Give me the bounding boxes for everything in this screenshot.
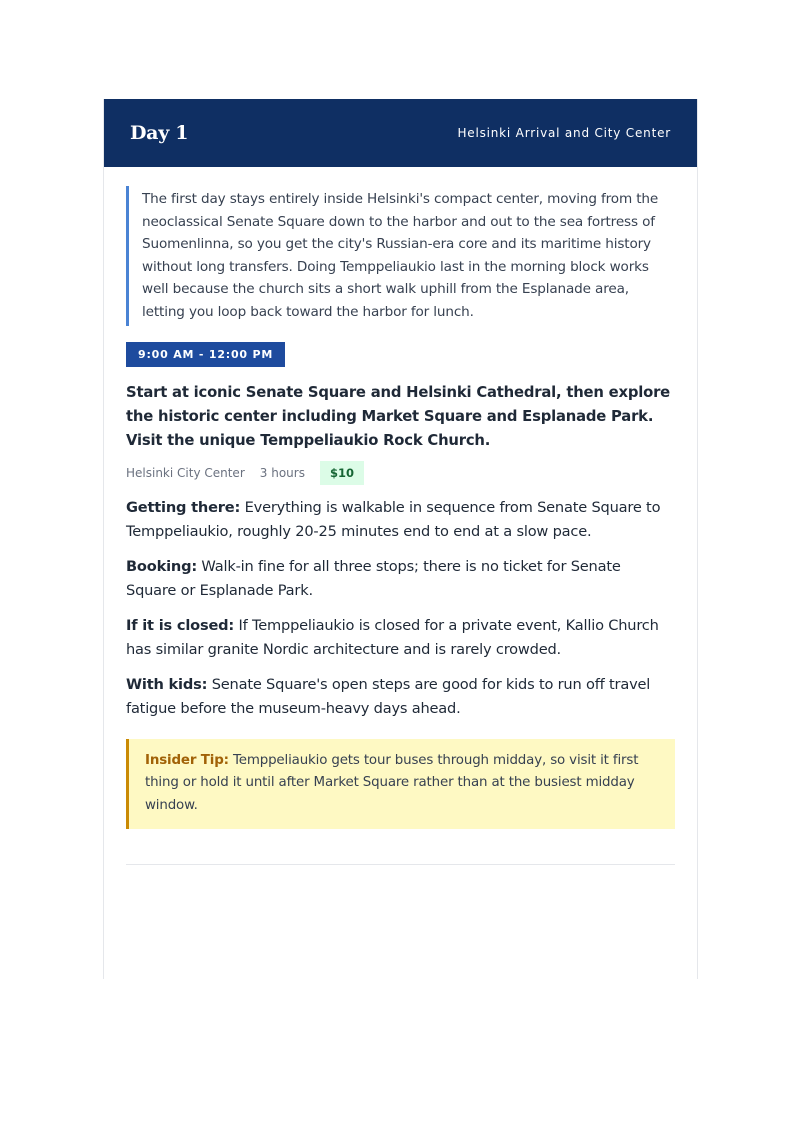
kids-text: Senate Square's open steps are good for kids to run off travel fatigue before the museum-heavy days ahead. [126,675,651,717]
closed-label: If it is closed: [126,616,235,634]
getting-there-label: Getting there: [126,498,241,516]
activity-title: Start at iconic Senate Square and Helsinki Cathedral, then explore the historic center including Market Square and Esplanade Park. Visit the unique Temppeliaukio Rock Church. [126,383,671,449]
day-subtitle: Helsinki Arrival and City Center [457,126,671,140]
price-badge: $10 [320,461,364,485]
day-header [104,99,697,167]
closed-text: If Temppeliaukio is closed for a private event, Kallio Church has similar granite Nordic architecture and is rarely crowded. [126,616,659,658]
day-intro: The first day stays entirely inside Helsinki's compact center, moving from the neoclassical Senate Square down to the harbor and out to the sea fortress of Suomenlinna, so you get the city's Russian-era core and its maritime history without long transfers. Doing Temppeliaukio last in the morning block works well because the church sits a short walk uphill from the Esplanade area, letting you loop back toward the harbor for lunch. [126,186,675,326]
activity-location: Helsinki City Center [126,465,245,480]
insider-tip-label: Insider Tip: [145,752,229,768]
day-card [103,99,698,979]
day-title: Day 1 [130,122,189,144]
booking-label: Booking: [126,557,197,575]
kids-label: With kids: [126,675,208,693]
booking [126,555,675,603]
booking-text: Walk-in fine for all three stops; there is no ticket for Senate Square or Esplanade Park. [126,557,621,599]
closed-alternative [126,614,675,662]
getting-there-text: Everything is walkable in sequence from Senate Square to Temppeliaukio, roughly 20-25 minutes end to end at a slow pace. [126,498,661,540]
divider [126,864,675,865]
activity-meta [126,461,675,485]
getting-there [126,496,675,544]
time-badge: 9:00 AM - 12:00 PM [126,342,285,367]
with-kids [126,673,675,721]
activity-duration: 3 hours [259,465,305,480]
day-body [104,167,697,865]
insider-tip-text: Temppeliaukio gets tour buses through midday, so visit it first thing or hold it until after Market Square rather than at the busiest midday window. [145,752,639,813]
insider-tip [126,739,675,830]
